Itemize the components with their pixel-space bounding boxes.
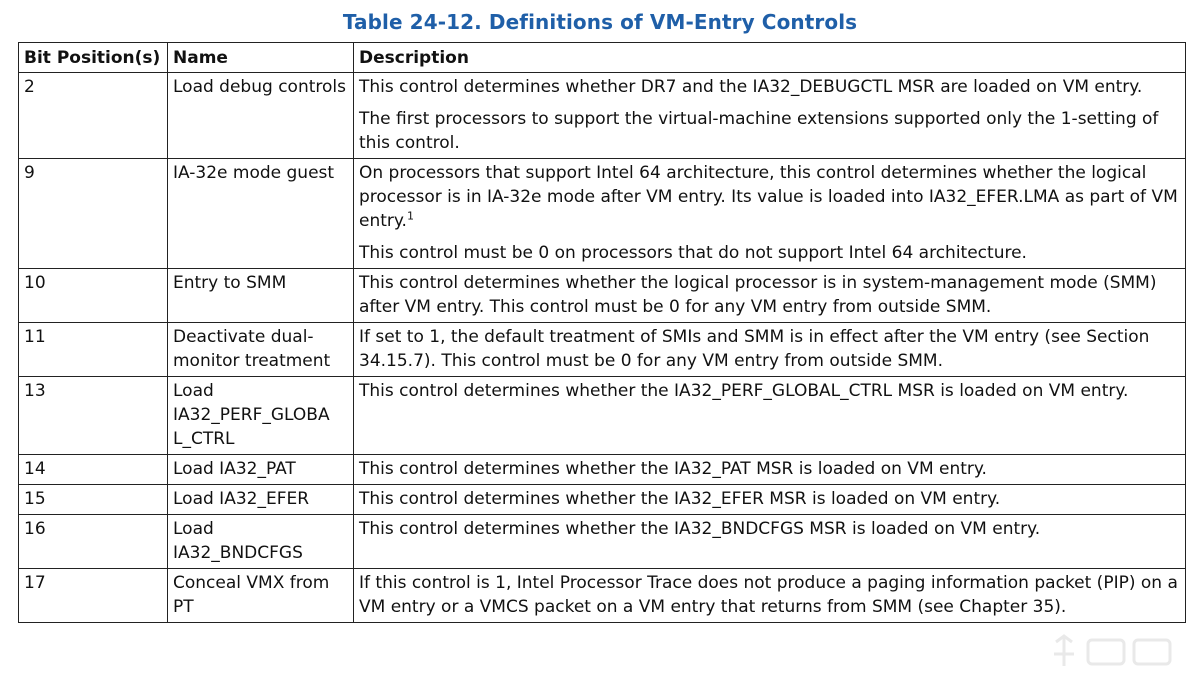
name-cell: Load IA32_PERF_GLOBA L_CTRL [168, 377, 354, 455]
bit-cell: 17 [19, 569, 168, 623]
description-paragraph: If set to 1, the default treatment of SMIs and SMM is in effect after the VM entry (see Section 34.15.7). This control must be 0 for any VM entry from outside SMM. [359, 327, 1150, 371]
description-paragraph: This control must be 0 on processors that do not support Intel 64 architecture. [359, 243, 1027, 263]
header-row [19, 43, 1186, 73]
name-cell: Conceal VMX from PT [168, 569, 354, 623]
description-cell [354, 569, 1186, 623]
description-paragraph: This control determines whether DR7 and the IA32_DEBUGCTL MSR are loaded on VM entry. [359, 77, 1143, 97]
table-row [19, 159, 1186, 269]
description-text: On processors that support Intel 64 architecture, this control determines whether the logical processor is in IA-32e mode after VM entry. Its value is loaded into IA32_EFER.LMA as part of VM entry. [359, 163, 1178, 231]
description-paragraph: If this control is 1, Intel Processor Trace does not produce a paging information packet (PIP) on a VM entry or a VMCS packet on a VM entry that returns from SMM (see Chapter 35). [359, 573, 1178, 617]
footnote-marker[interactable]: 1 [406, 209, 414, 223]
name-cell: Deactivate dual-monitor treatment [168, 323, 354, 377]
bit-cell: 11 [19, 323, 168, 377]
name-cell: Load debug controls [168, 73, 354, 159]
bit-cell: 10 [19, 269, 168, 323]
table-row [19, 269, 1186, 323]
bit-cell: 14 [19, 455, 168, 485]
table-caption: Table 24-12. Definitions of VM-Entry Controls [342, 10, 858, 34]
description-cell [354, 455, 1186, 485]
table-row [19, 323, 1186, 377]
name-cell: Load IA32_BNDCFGS [168, 515, 354, 569]
name-cell: Entry to SMM [168, 269, 354, 323]
header-bit-position: Bit Position(s) [19, 43, 168, 73]
description-paragraph: This control determines whether the IA32_EFER MSR is loaded on VM entry. [359, 489, 1001, 509]
description-cell [354, 515, 1186, 569]
bit-cell: 16 [19, 515, 168, 569]
table-row [19, 515, 1186, 569]
description-cell [354, 377, 1186, 455]
table-row [19, 73, 1186, 159]
description-paragraph: This control determines whether the IA32_PAT MSR is loaded on VM entry. [359, 459, 987, 479]
description-cell [354, 73, 1186, 159]
description-paragraph: This control determines whether the IA32_PERF_GLOBAL_CTRL MSR is loaded on VM entry. [359, 381, 1129, 401]
table-row [19, 455, 1186, 485]
description-paragraph: The first processors to support the virtual-machine extensions supported only the 1-setting of this control. [359, 109, 1159, 153]
header-name: Name [168, 43, 354, 73]
bit-cell: 2 [19, 73, 168, 159]
bit-cell: 15 [19, 485, 168, 515]
description-cell [354, 159, 1186, 269]
bit-cell: 9 [19, 159, 168, 269]
table-row [19, 377, 1186, 455]
bit-cell: 13 [19, 377, 168, 455]
description-paragraph: This control determines whether the logical processor is in system-management mode (SMM) after VM entry. This control must be 0 for any VM entry from outside SMM. [359, 273, 1157, 317]
description-cell [354, 269, 1186, 323]
description-paragraph [359, 161, 1180, 233]
description-paragraph: This control determines whether the IA32_BNDCFGS MSR is loaded on VM entry. [359, 519, 1041, 539]
name-cell: Load IA32_PAT [168, 455, 354, 485]
name-cell: Load IA32_EFER [168, 485, 354, 515]
description-cell [354, 485, 1186, 515]
vm-entry-controls-table [18, 42, 1186, 623]
table-row [19, 485, 1186, 515]
watermark-logo-icon [1048, 632, 1178, 672]
table-row [19, 569, 1186, 623]
name-cell: IA-32e mode guest [168, 159, 354, 269]
header-description: Description [354, 43, 1186, 73]
description-cell [354, 323, 1186, 377]
